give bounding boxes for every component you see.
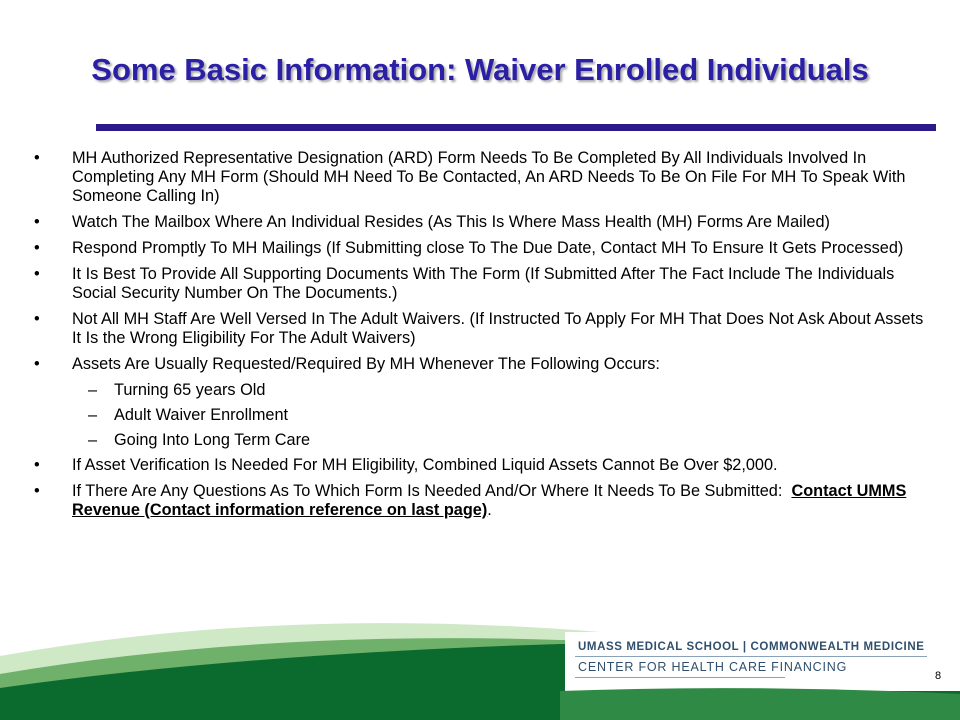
bullet-marker: • [34, 213, 40, 231]
footer-decoration [0, 596, 960, 720]
logo-divider [575, 656, 927, 657]
dash-marker: – [88, 431, 98, 449]
bullet-item [34, 239, 924, 258]
bullet-item [34, 482, 924, 520]
contact-link[interactable]: Contact UMMS Revenue (Contact information reference on last page) [72, 482, 907, 519]
sub-bullet-item [34, 406, 924, 425]
bullet-item [34, 355, 924, 374]
bullet-marker: • [34, 355, 40, 373]
bullet-list [34, 149, 924, 527]
dash-marker: – [88, 406, 98, 424]
sub-bullet-item [34, 381, 924, 400]
sub-bullet-item [34, 431, 924, 450]
bullet-item [34, 149, 924, 206]
bullet-text: Not All MH Staff Are Well Versed In The Adult Waivers. (If Instructed To Apply For MH That Does Not Ask About Assets It Is the Wrong Eligibility For The Adult Waivers) [72, 310, 924, 347]
dash-marker: – [88, 381, 98, 399]
sub-bullet-text: Adult Waiver Enrollment [114, 406, 289, 424]
bullet-marker: • [34, 456, 40, 474]
bullet-item [34, 213, 924, 232]
bullet-marker: • [34, 149, 40, 167]
title-divider [96, 124, 936, 131]
bullet-text: Respond Promptly To MH Mailings (If Submitting close To The Due Date, Contact MH To Ensure It Gets Processed) [72, 239, 904, 257]
bullet-marker: • [34, 310, 40, 328]
logo-center: CENTER FOR HEALTH CARE FINANCING [578, 660, 848, 674]
page-number: 8 [935, 670, 942, 682]
bullet-item [34, 265, 924, 303]
slide-title: Some Basic Information: Waiver Enrolled Individuals [91, 52, 869, 87]
bullet-text: MH Authorized Representative Designation (ARD) Form Needs To Be Completed By All Individuals Involved In Completing Any MH Form (Should MH Need To Be Contacted, An ARD Needs To Be On File For MH To Speak With Someone Calling In) [72, 149, 906, 205]
logo-underline [575, 677, 785, 678]
bullet-marker: • [34, 239, 40, 257]
bullet-item [34, 310, 924, 348]
bullet-text: Watch The Mailbox Where An Individual Resides (As This Is Where Mass Health (MH) Forms Are Mailed) [72, 213, 830, 231]
bullet-marker: • [34, 482, 40, 500]
bullet-text: If Asset Verification Is Needed For MH Eligibility, Combined Liquid Assets Cannot Be Over $2,000. [72, 456, 778, 474]
bullet-item [34, 456, 924, 475]
logo-umass: UMASS MEDICAL SCHOOL | COMMONWEALTH MEDICINE [578, 641, 925, 653]
bullet-marker: • [34, 265, 40, 283]
bullet-text: If There Are Any Questions As To Which Form Is Needed And/Or Where It Needs To Be Submitted: [72, 482, 783, 500]
sub-bullet-text: Going Into Long Term Care [114, 431, 311, 449]
bullet-text: Assets Are Usually Requested/Required By MH Whenever The Following Occurs: [72, 355, 660, 373]
bullet-text: It Is Best To Provide All Supporting Documents With The Form (If Submitted After The Fact Include The Individuals Social Security Number On The Documents.) [72, 265, 895, 302]
sub-bullet-text: Turning 65 years Old [114, 381, 266, 399]
footer-bottom-wave [560, 688, 960, 720]
bullet-suffix: . [487, 501, 492, 519]
